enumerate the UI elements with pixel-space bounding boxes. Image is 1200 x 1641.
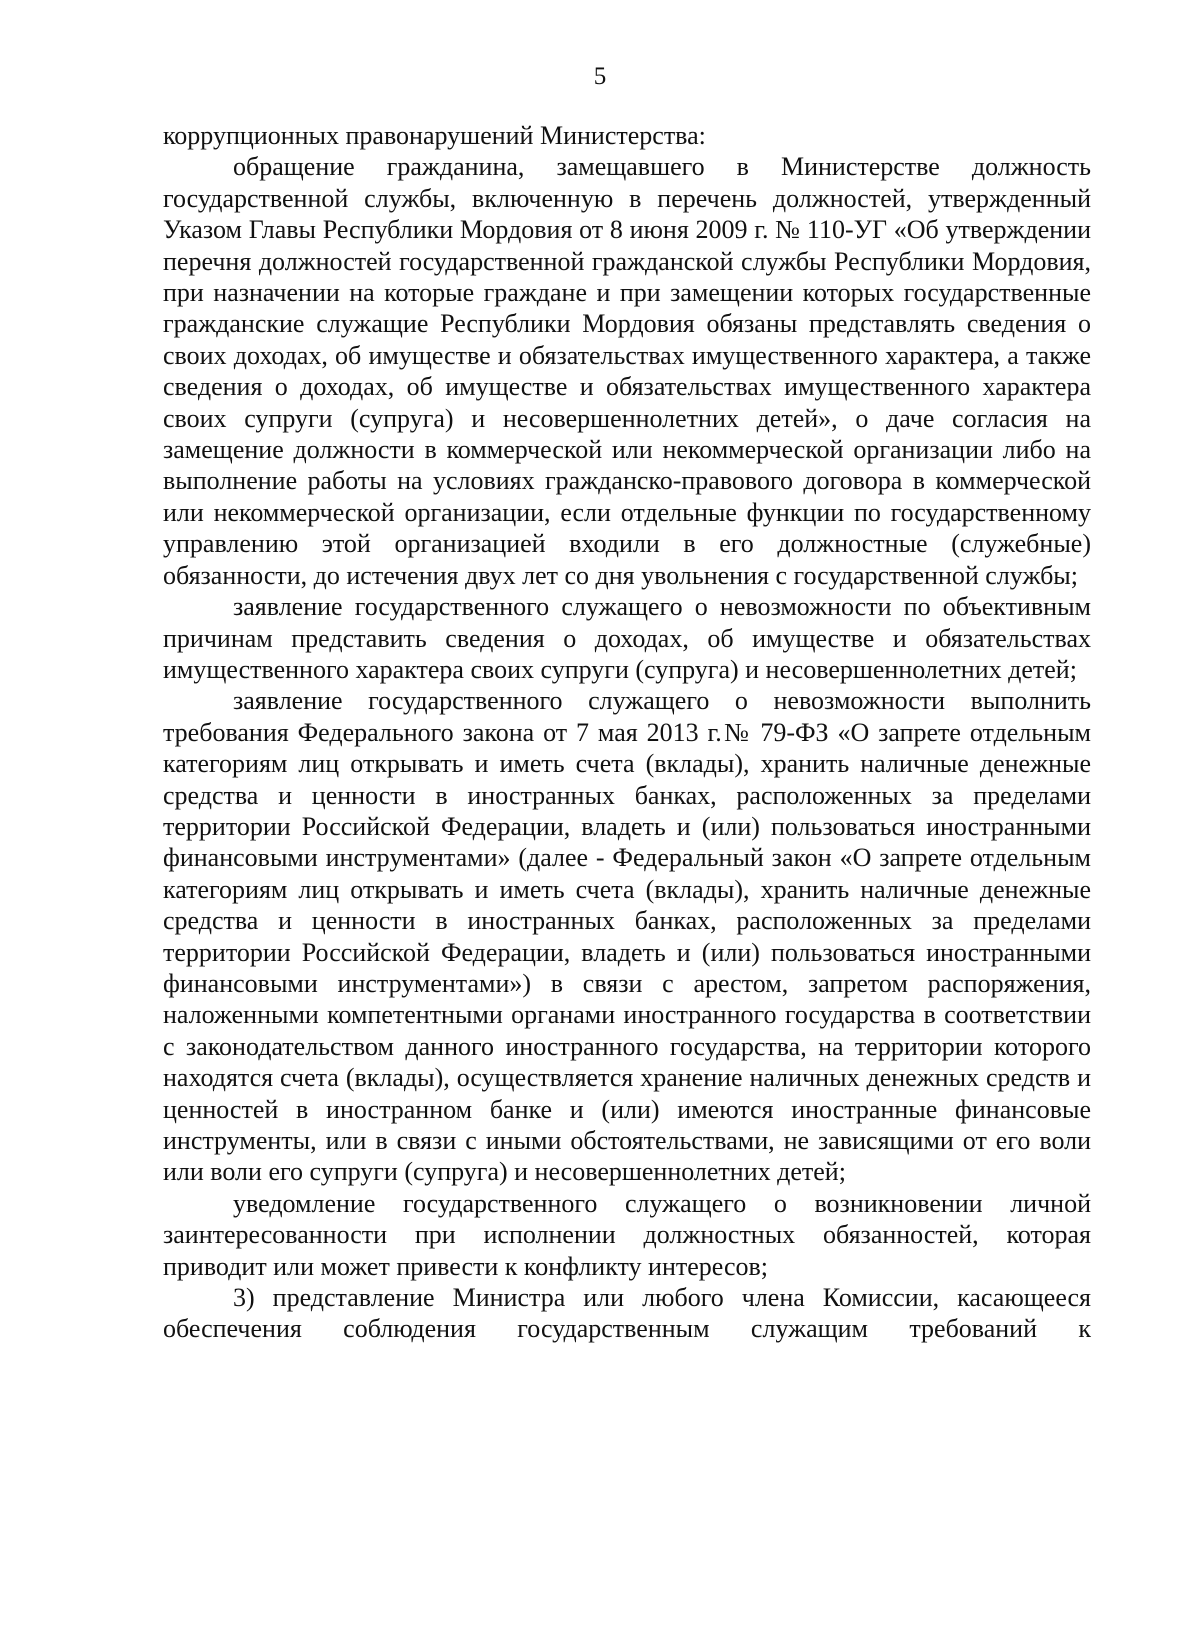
paragraph-federal-law-statement: заявление государственного служащего о невозможности выполнить требования Федерального закона от 7 мая 2013 г.№ 79-ФЗ «О запрете отдельным категориям лиц открывать и иметь счета (вклады), хранить наличные денежные средства и ценности в иностранных банках, расположенных за пределами территории Российской Федерации, владеть и (или) пользоваться иностранными финансовыми инструментами» (далее - Федеральный закон «О запрете отдельным категориям лиц открывать и иметь счета (вклады), хранить наличные денежные средства и ценности в иностранных банках, расположенных за пределами территории Российской Федерации, владеть и (или) пользоваться иностранными финансовыми инструментами») в связи с арестом, запретом распоряжения, наложенными компетентными органами иностранного государства в соответствии с законодательством данного иностранного государства, на территории которого находятся счета (вклады), осуществляется хранение наличных денежных средств и ценностей в иностранном банке и (или) имеются иностранные финансовые инструменты, или в связи с иными обстоятельствами, не зависящими от его воли или воли его супруги (супруга) и несовершеннолетних детей; <box>163 686 1091 1187</box>
paragraph-minister-representation: 3) представление Министра или любого члена Комиссии, касающееся обеспечения соблюдения государственным служащим требований к <box>163 1283 1091 1344</box>
paragraph-citizen-appeal: обращение гражданина, замещавшего в Министерстве должность государственной службы, включенную в перечень должностей, утвержденный Указом Главы Республики Мордовия от 8 июня 2009 г. № 110-УГ «Об утверждении перечня должностей государственной гражданской службы Республики Мордовия, при назначении на которые граждане и при замещении которых государственные гражданские служащие Республики Мордовия обязаны представлять сведения о своих доходах, об имуществе и обязательствах имущественного характера, а также сведения о доходах, об имуществе и обязательствах имущественного характера своих супруги (супруга) и несовершеннолетних детей», о даче согласия на замещение должности в коммерческой или некоммерческой организации либо на выполнение работы на условиях гражданско-правового договора в коммерческой или некоммерческой организации, если отдельные функции по государственному управлению этой организацией входили в его должностные (служебные) обязанности, до истечения двух лет со дня увольнения с государственной службы; <box>163 152 1091 590</box>
page-number: 5 <box>593 63 607 90</box>
document-body <box>163 120 1091 1345</box>
paragraph-income-statement: заявление государственного служащего о невозможности по объективным причинам представить сведения о доходах, об имуществе и обязательствах имущественного характера своих супруги (супруга) и несовершеннолетних детей; <box>163 592 1091 684</box>
paragraph-conflict-notice: уведомление государственного служащего о возникновении личной заинтересованности при исполнении должностных обязанностей, которая приводит или может привести к конфликту интересов; <box>163 1188 1091 1281</box>
paragraph-intro: коррупционных правонарушений Министерства: <box>163 121 706 150</box>
